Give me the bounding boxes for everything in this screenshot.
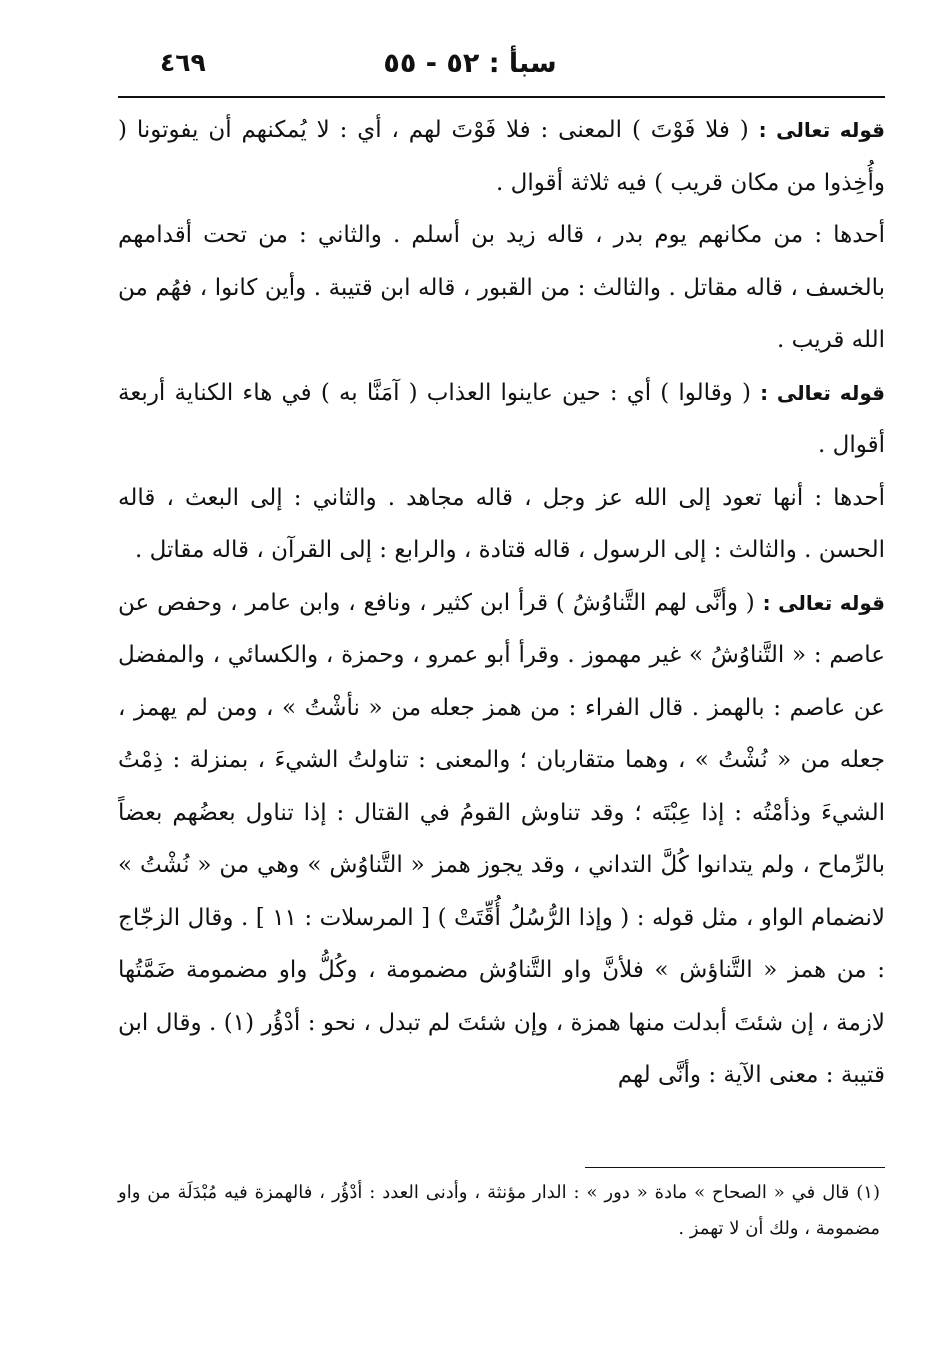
paragraph	[118, 367, 885, 472]
paragraph-text: ( فلا فَوْتَ ) المعنى : فلا فَوْتَ لهم ، أي : لا يُمكنهم أن يفوتونا ( وأُخِذوا من مكان قريب ) فيه ثلاثة أقوال .	[118, 117, 885, 196]
main-text	[118, 104, 885, 1102]
lemma-label: قوله تعالى :	[762, 590, 886, 615]
footnotes	[118, 1175, 880, 1247]
running-title: سبأ : ٥٢ - ٥٥	[383, 48, 557, 79]
paragraph	[118, 209, 885, 367]
paragraph	[118, 472, 885, 577]
paragraph-text: أحدها : من مكانهم يوم بدر ، قاله زيد بن أسلم . والثاني : من تحت أقدامهم بالخسف ، قاله مقاتل . والثالث : من القبور ، قاله ابن قتيبة . وأين كانوا ، فهُم من الله قريب .	[118, 222, 885, 353]
paragraph-text: ( وقالوا ) أي : حين عاينوا العذاب ( آمَنَّا به ) في هاء الكناية أربعة أقوال .	[118, 379, 885, 458]
page-number: ٤٦٩	[160, 48, 206, 77]
lemma-label: قوله تعالى :	[760, 380, 886, 405]
paragraph-text: ( وأنَّى لهم التَّناوُشُ ) قرأ ابن كثير ، ونافع ، وابن عامر ، وحفص عن عاصم : « التَّناوُشُ » غير مهموز . وقرأ أبو عمرو ، وحمزة ، والكسائي ، والمفضل عن عاصم : بالهمز . قال الفراء : من همز جعله من « نأشْتُ » ، ومن لم يهمز ، جعله من « نُشْتُ » ، وهما متقاربان ؛ والمعنى : تناولتُ الشيءَ ، بمنزلة : ذِمْتُ الشيءَ وذأمْتُه : إذا عِبْتَه ؛ وقد تناوش القومُ في القتال : إذا تناول بعضُهم بعضاً بالرِّماح ، ولم يتدانوا كُلَّ التداني ، وقد يجوز همز « التَّناوُش » وهي من « نُشْتُ » لانضمام الواو ، مثل قوله : ( وإذا الرُّسُلُ أُقِّتَتْ ) [ المرسلات : ١١ ] . وقال الزجّاج : من همز « التَّناؤش » فلأنَّ واو التَّناوُش مضمومة ، وكُلُّ واو مضمومة ضَمَّتُها لازمة ، إن شئتَ أبدلت منها همزة ، وإن شئتَ لم تبدل ، نحو : أدْؤُر (١) . وقال ابن قتيبة : معنى الآية : وأنَّى لهم	[118, 589, 885, 1088]
footnote: (١) قال في « الصحاح » مادة « دور » : الدار مؤنثة ، وأدنى العدد : أدْؤُر ، فالهمزة فيه مُبْدَلَة من واو مضمومة ، ولك أن لا تهمز .	[118, 1182, 880, 1239]
paragraph	[118, 577, 885, 1102]
paragraph	[118, 104, 885, 209]
page-header	[120, 48, 820, 88]
header-rule	[118, 96, 885, 98]
paragraph-text: أحدها : أنها تعود إلى الله عز وجل ، قاله مجاهد . والثاني : إلى البعث ، قاله الحسن . والثالث : إلى الرسول ، قاله قتادة ، والرابع : إلى القرآن ، قاله مقاتل .	[118, 484, 885, 563]
lemma-label: قوله تعالى :	[758, 118, 886, 142]
footnote-rule	[585, 1167, 885, 1168]
